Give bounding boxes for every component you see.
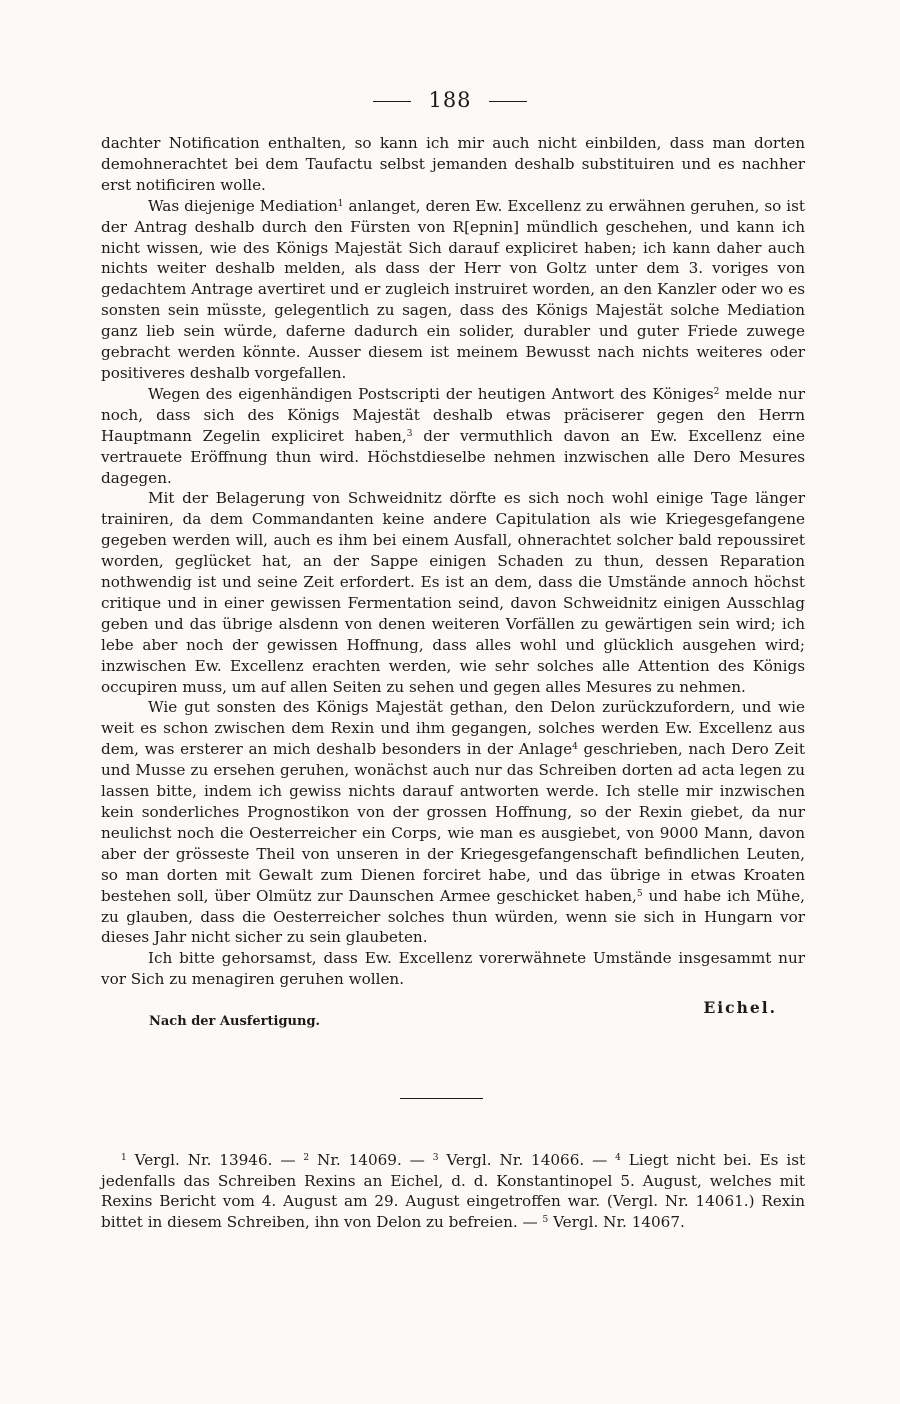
footnote-4: Liegt nicht bei. Es ist jedenfalls das Schreiben Rexins an Eichel, d. d. Konstantinopel 5. August, welches mit Rexins Bericht vom 4. August am 29. August eingetroffen war. (Vergl. Nr. 14061.) Rexin bittet in diesem Schreiben, ihn von Delon zu befreien. — [101,1151,806,1232]
paragraph: dachter Notification enthalten, so kann ich mir auch nicht einbilden, dass man dorten demohnerachtet bei dem Taufactu selbst jemanden deshalb substituiren und es nachher erst notificiren wolle. [101,134,805,194]
page-number: 188 [428,88,472,112]
footnote-marker: 1 [337,198,344,209]
footnote-marker: 3 [406,428,413,439]
footnote-3: Vergl. Nr. 14066. — [446,1151,608,1169]
footnote-divider [400,1098,483,1099]
paragraph: Wegen des eigenhändigen Postscripti der heutigen Antwort des Königes$^2$ melde nur noch, dass sich des Königs Majestät deshalb etwas präciserer gegen den Herrn Hauptmann Zegelin expliciret haben,$^3$ der vermuthlich davon an Ew. Excellenz eine vertrauete Eröffnung thun wird. Höchstdieselbe nehmen inzwischen alle Dero Mesures dagegen. [101,384,806,487]
footnotes [101,1150,805,1233]
page-header [0,88,900,112]
footnote-marker: 2 [713,386,720,397]
paragraph: Wie gut sonsten des Königs Majestät gethan, den Delon zurückzufordern, und wie weit es schon zwischen dem Rexin und ihm gegangen, solches werden Ew. Excellenz aus dem, was ersterer an mich deshalb besonders in der Anlage$^4$ geschrieben, nach Dero Zeit und Musse zu ersehen geruhen, wonächst auch nur das Schreiben dorten ad acta legen zu lassen bitte, indem ich gewiss nichts darauf antworten werde. Ich stelle mir inzwischen kein sonderliches Prognostikon von der grossen Hoffnung, so der Rexin giebet, da nur neulichst noch die Oesterreicher ein Corps, wie man es ausgiebet, von 9000 Mann, davon aber der grösseste Theil von unseren in der Kriegesgefangenschaft befindlichen Leuten, so man dorten mit Gewalt zum Dienen forciret habe, und das übrige in etwas Kroaten bestehen soll, über Olmütz zur Daunschen Armee geschicket haben,$^5$ und habe ich Mühe, zu glauben, dass die Oesterreicher solches thun würden, wenn sie sich in Hungarn vor dieses Jahr nicht sicher zu sein glaubeten. [101,698,805,947]
footnote-1: Vergl. Nr. 13946. — [134,1151,296,1169]
paragraph: Ich bitte gehorsamst, dass Ew. Excellenz vorerwähnete Umstände insgesammt nur vor Sich zu menagiren geruhen wollen. [101,949,805,989]
footnote-5: Vergl. Nr. 14067. [553,1213,685,1232]
footnote-marker: 4 [572,742,578,753]
footnote-2: Nr. 14069. — [317,1151,425,1169]
paragraph: Mit der Belagerung von Schweidnitz dörfte es sich noch wohl einige Tage länger trainiren, da dem Commandanten keine andere Capitulation als wie Kriegesgefangene gegeben werden will, auch es ihm bei einem Ausfall, ohnerachtet solcher bald repoussiret worden, geglücket hat, an der Sappe einigen Schaden zu thun, dessen Reparation nothwendig ist und seine Zeit erfordert. Es ist an dem, dass die Umstände annoch höchst critique und in einer gewissen Fermentation seind, davon Schweidnitz einigen Ausschlag geben und das übrige alsdenn von denen weiteren Vorfällen zu gewärtigen sein wird; ich lebe aber noch der gewissen Hoffnung, dass alles wohl und glücklich ausgehen wird; inzwischen Ew. Excellenz erachten werden, wie sehr solches alle Attention des Königs occupiren muss, um auf allen Seiten zu sehen und gegen alles Mesures zu nehmen. [101,489,805,696]
footnote-marker: 5 [636,888,643,899]
footnote-list: $^1$ Vergl. Nr. 13946. — $^2$ Nr. 14069. — $^3$ Vergl. Nr. 14066. — $^4$ Liegt nicht bei. Es ist jedenfalls das Schreiben Rexins an Eichel, d. d. Konstantinopel 5. August, welches mit Rexins Bericht vom 4. August am 29. August eingetroffen war. (Vergl. Nr. 14061.) Rexin bittet in diesem Schreiben, ihn von Delon zu befreien. — $^5$ Vergl. Nr. 14067. [101,1151,806,1232]
header-rule-right [489,101,527,102]
paragraph: Was diejenige Mediation$^1$ anlanget, deren Ew. Excellenz zu erwähnen geruhen, so ist der Antrag deshalb durch den Fürsten von R[epnin] mündlich geschehen, und kann ich nicht wissen, wie des Königs Majestät Sich darauf expliciret haben; ich kann daher auch nichts weiter deshalb melden, als dass der Herr von Goltz unter dem 3. voriges von gedachtem Antrage avertiret und er zugleich instruiret worden, an den Kanzler oder wo es sonsten sein müsste, gelegentlich zu sagen, dass des Königs Majestät solche Mediation ganz lieb sein würde, daferne dadurch ein solider, durabler und guter Friede zuwege gebracht werden könnte. Ausser diesem ist meinem Bewusst nach nichts weiteres oder positiveres deshalb vorgefallen. [101,196,806,382]
header-rule-left [373,101,411,102]
letter-body [101,133,805,1030]
source-note: Nach der Ausfertigung. [149,1014,321,1030]
letter-closing [101,996,805,1030]
signature: Eichel. [703,998,777,1018]
